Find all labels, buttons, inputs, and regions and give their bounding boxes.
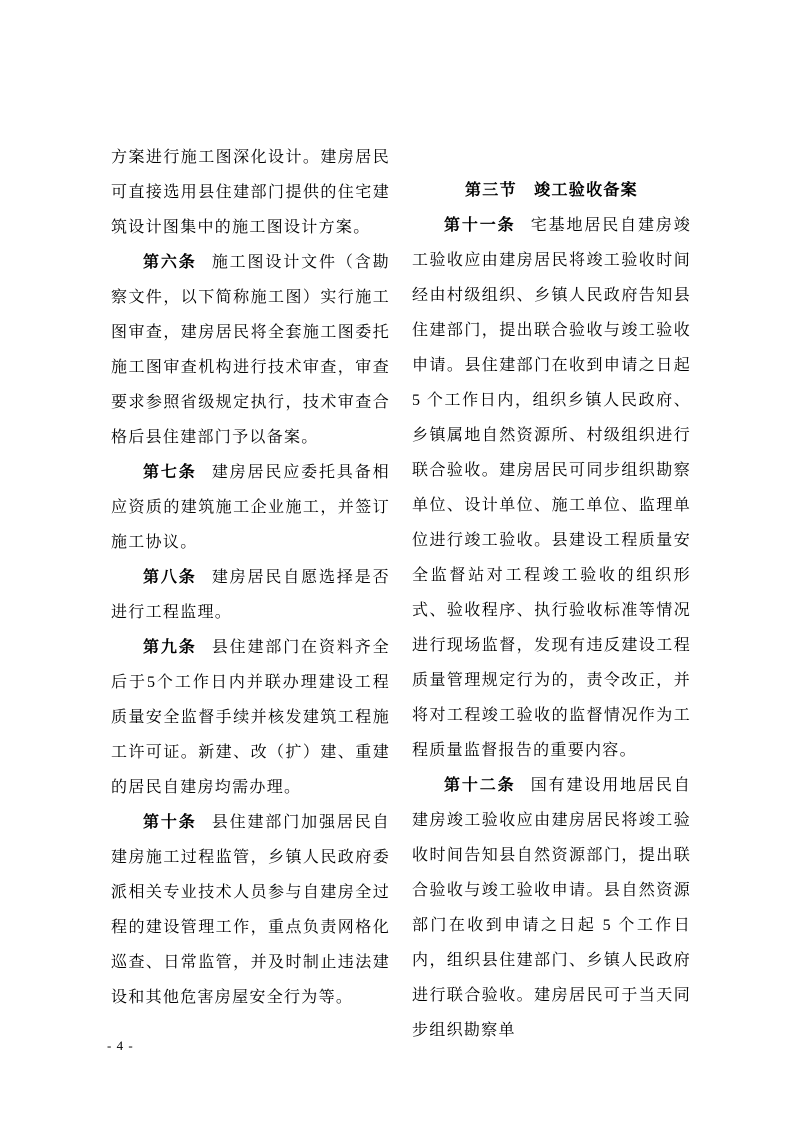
paragraph-article-7 xyxy=(111,455,390,560)
article-number: 第十二条 xyxy=(444,777,516,794)
section-heading: 第三节 竣工验收备案 xyxy=(464,182,638,199)
page-number: - 4 - xyxy=(107,1038,134,1053)
article-number: 第十条 xyxy=(143,814,197,831)
article-number: 第十一条 xyxy=(444,217,516,234)
paragraph-text: 施工图设计文件（含勘察文件，以下简称施工图）实行施工图审查，建房居民将全套施工图委托施工图审查机构进行技术审查，审查要求参照省级规定执行，技术审查合格后县住建部门予以备案。 xyxy=(111,254,390,446)
article-number: 第九条 xyxy=(143,639,197,656)
paragraph-continuation xyxy=(111,140,390,245)
paragraph-text: 建房居民自愿选择是否进行工程监理。 xyxy=(111,569,390,621)
right-text-column xyxy=(412,173,691,1048)
paragraph-text: 国有建设用地居民自建房竣工验收应由建房居民将竣工验收时间告知县自然资源部门，提出联合验收与竣工验收申请。县自然资源部门在收到申请之日起 5 个工作日内，组织县住建部门、乡镇人民政府进行联合验收。建房居民可于当天同步组织勘察单 xyxy=(412,777,692,1039)
article-number: 第七条 xyxy=(143,464,197,481)
paragraph-article-11 xyxy=(412,208,691,768)
paragraph-article-10 xyxy=(111,805,390,1015)
paragraph-text: 方案进行施工图深化设计。建房居民可直接选用县住建部门提供的住宅建筑设计图集中的施工图设计方案。 xyxy=(111,149,390,236)
paragraph-text: 宅基地居民自建房竣工验收应由建房居民将竣工验收时间经由村级组织、乡镇人民政府告知县住建部门，提出联合验收与竣工验收申请。县住建部门在收到申请之日起 5 个工作日内，组织乡镇人民政府、乡镇属地自然资源所、村级组织进行联合验收。建房居民可同步组织勘察单位、设计单位、施工单位、监理单位进行竣工验收。县建设工程质量安全监督站对工程竣工验收的组织形式、验收程序、执行验收标准等情况进行现场监督，发现有违反建设工程质量管理规定行为的，责令改正，并将对工程竣工验收的监督情况作为工程质量监督报告的重要内容。 xyxy=(412,217,692,759)
article-number: 第六条 xyxy=(143,254,197,271)
article-number: 第八条 xyxy=(143,569,197,586)
paragraph-text: 县住建部门在资料齐全后于5个工作日内并联办理建设工程质量安全监督手续并核发建筑工程施工许可证。新建、改（扩）建、重建的居民自建房均需办理。 xyxy=(111,639,390,796)
paragraph-text: 建房居民应委托具备相应资质的建筑施工企业施工，并签订施工协议。 xyxy=(111,464,390,551)
paragraph-article-12 xyxy=(412,768,691,1048)
paragraph-article-8 xyxy=(111,560,390,630)
left-text-column xyxy=(111,140,390,1015)
paragraph-article-9 xyxy=(111,630,390,805)
paragraph-text: 县住建部门加强居民自建房施工过程监管，乡镇人民政府委派相关专业技术人员参与自建房全过程的建设管理工作，重点负责网格化巡查、日常监管，并及时制止违法建设和其他危害房屋安全行为等。 xyxy=(111,814,390,1006)
paragraph-article-6 xyxy=(111,245,390,455)
